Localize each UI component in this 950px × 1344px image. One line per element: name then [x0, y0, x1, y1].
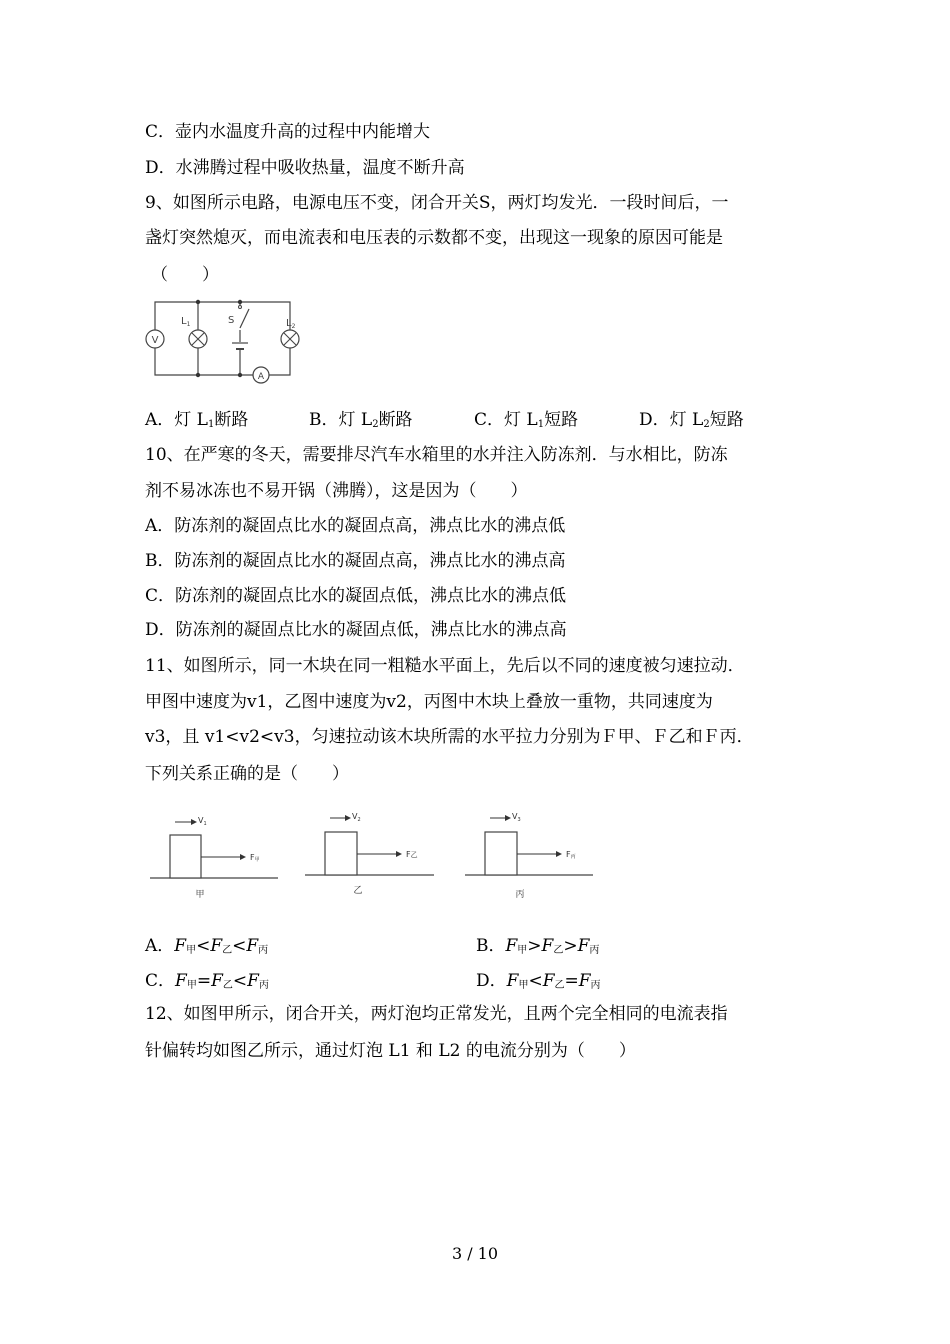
- switch-label: S: [228, 315, 235, 326]
- ammeter-label: A: [257, 372, 265, 382]
- q10-stem-line2: 剂不易冰冻也不易开锅（沸腾），这是因为（ ）: [145, 481, 528, 501]
- velocity-label: $V_1$: [198, 816, 207, 827]
- voltmeter-label: V: [151, 335, 159, 346]
- lamp-l1-label: $L_1$: [181, 316, 191, 328]
- figure-caption: 甲: [195, 890, 205, 900]
- velocity-label: $V_2$: [352, 812, 361, 823]
- q10-option-c: C．防冻剂的凝固点比水的凝固点低，沸点比水的沸点低: [145, 586, 567, 606]
- q11-stem-line3: v3，且 v1<v2<v3，匀速拉动该木块所需的水平拉力分别为Ｆ甲、Ｆ乙和Ｆ丙．: [145, 727, 754, 747]
- figure-caption: 乙: [353, 886, 363, 896]
- block-figure-2: [305, 812, 434, 896]
- lamp-l2-label: $L_2$: [286, 318, 296, 330]
- block-figure-1: [150, 816, 278, 900]
- wood-block: [170, 835, 201, 878]
- force-label: F甲: [250, 853, 260, 863]
- force-label: F乙: [406, 850, 418, 859]
- q11-block-diagrams: [145, 805, 605, 905]
- q12-stem-line2: 针偏转均如图乙所示，通过灯泡 L1 和 L2 的电流分别为（ ）: [145, 1041, 636, 1061]
- q11-option-d: D．F甲<F乙=F丙: [476, 971, 601, 991]
- q11-option-a: A．F甲<F乙<F丙: [145, 936, 269, 956]
- q9-stem-line1: 9、如图所示电路，电源电压不变，闭合开关S，两灯均发光．一段时间后，一: [145, 193, 729, 213]
- page-number: 3 / 10: [451, 1244, 499, 1263]
- wood-block: [485, 832, 517, 875]
- q10-option-b: B．防冻剂的凝固点比水的凝固点高，沸点比水的沸点高: [145, 551, 566, 571]
- q11-option-c: C．F甲=F乙<F丙: [145, 971, 269, 991]
- q9-option-c: C．灯 $L_1$短路: [474, 410, 579, 430]
- q9-circuit-diagram: [140, 292, 310, 387]
- q11-stem-line2: 甲图中速度为v1，乙图中速度为v2，丙图中木块上叠放一重物，共同速度为: [145, 692, 713, 712]
- q11-stem-line1: 11、如图所示，同一木块在同一粗糙水平面上，先后以不同的速度被匀速拉动．: [145, 656, 745, 676]
- velocity-label: $V_3$: [512, 812, 521, 823]
- q9-stem-line2: 盏灯突然熄灭，而电流表和电压表的示数都不变，出现这一现象的原因可能是: [145, 228, 723, 248]
- q11-stem-line4: 下列关系正确的是（ ）: [145, 764, 349, 784]
- q9-option-b: B．灯 $L_2$断路: [309, 410, 413, 430]
- q10-stem-line1: 10、在严寒的冬天，需要排尽汽车水箱里的水并注入防冻剂．与水相比，防冻: [145, 445, 728, 465]
- q8-option-c: C．壶内水温度升高的过程中内能增大: [145, 122, 431, 142]
- q11-option-b: B．F甲>F乙>F丙: [476, 936, 600, 956]
- q10-option-d: D．防冻剂的凝固点比水的凝固点低，沸点比水的沸点高: [145, 620, 567, 640]
- q12-stem-line1: 12、如图甲所示，闭合开关，两灯泡均正常发光，且两个完全相同的电流表指: [145, 1004, 728, 1024]
- q10-option-a: A．防冻剂的凝固点比水的凝固点高，沸点比水的沸点低: [145, 516, 566, 536]
- q8-option-d: D．水沸腾过程中吸收热量，温度不断升高: [145, 158, 465, 178]
- circuit-wire-top: [155, 302, 290, 375]
- q9-answer-bracket: （ ）: [151, 265, 219, 285]
- block-figure-3: [465, 812, 593, 900]
- q9-option-a: A．灯 $L_1$断路: [145, 410, 249, 430]
- figure-caption: 丙: [515, 890, 525, 900]
- force-label: F丙: [566, 850, 576, 860]
- wood-block: [325, 832, 357, 875]
- q9-option-d: D．灯 $L_2$短路: [639, 410, 744, 430]
